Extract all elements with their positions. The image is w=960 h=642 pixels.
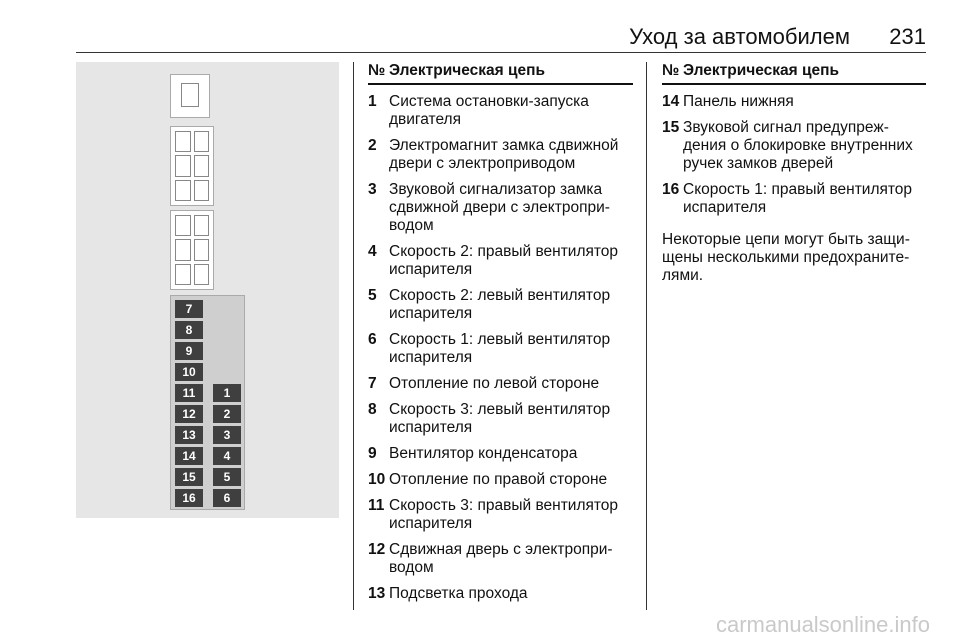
fuse: 4 xyxy=(213,447,241,465)
table-row: 15 Звуковой сигнал предупреждения о блокировке внутренних ручек замков дверей xyxy=(662,119,913,172)
fuse: 10 xyxy=(175,363,203,381)
table-header xyxy=(368,62,633,85)
table-row: 9 Вентилятор конденсатора xyxy=(368,445,578,462)
table-row: 2 Электромагнит замка сдвижной двери с электроприводом xyxy=(368,137,619,172)
table-row: 11 Скорость 3: правый вентилятор испарителя xyxy=(368,497,619,532)
fuse: 15 xyxy=(175,468,203,486)
table-row: 3 Звуковой сигнализатор замка сдвижной двери с электроприводом xyxy=(368,181,610,234)
fuse: 14 xyxy=(175,447,203,465)
column-circuit-header: Электрическая цепь xyxy=(389,62,546,79)
table-row: 10 Отопление по правой стороне xyxy=(368,471,608,488)
fuse: 9 xyxy=(175,342,203,360)
fuse-block-upper xyxy=(170,126,214,206)
fuse: 16 xyxy=(175,489,203,507)
table-row: 16 Скорость 1: правый вентилятор испарителя xyxy=(662,181,913,216)
page-header xyxy=(76,0,926,53)
column-number-header: № xyxy=(368,62,386,79)
fuse: 12 xyxy=(175,405,203,423)
page-number: 231 xyxy=(889,24,926,49)
fuse: 2 xyxy=(213,405,241,423)
fuse: 11 xyxy=(175,384,203,402)
table-row: 12 Сдвижная дверь с электроприводом xyxy=(368,541,613,576)
page-title: Уход за автомобилем xyxy=(629,24,850,49)
table-row: 5 Скорость 2: левый вентилятор испарителя xyxy=(368,287,611,322)
table-row: 1 Система остановки-запуска двигателя xyxy=(368,93,589,128)
table-header xyxy=(662,62,926,85)
fuse-table-right xyxy=(662,62,926,285)
fuse: 5 xyxy=(213,468,241,486)
column-number-header: № xyxy=(662,62,680,79)
column-divider xyxy=(353,62,354,610)
fuse: 13 xyxy=(175,426,203,444)
watermark: carmanualsonline.info xyxy=(715,612,930,637)
table-row: 13 Подсветка прохода xyxy=(368,585,528,602)
fuse: 7 xyxy=(175,300,203,318)
relay-block xyxy=(170,74,210,118)
table-row: 14 Панель нижняя xyxy=(662,93,794,110)
fuse: 1 xyxy=(213,384,241,402)
fuse-block-middle xyxy=(170,210,214,290)
table-row: 4 Скорость 2: правый вентилятор испарителя xyxy=(368,243,619,278)
note-paragraph: Некоторые цепи могут быть защищены несколькими предохранителями. xyxy=(662,231,910,284)
fuse-panel xyxy=(170,295,245,510)
fuse-box-diagram xyxy=(76,62,339,518)
column-circuit-header: Электрическая цепь xyxy=(683,62,840,79)
table-row: 6 Скорость 1: левый вентилятор испарителя xyxy=(368,331,611,366)
fuse-table-left xyxy=(368,62,633,611)
table-row: 8 Скорость 3: левый вентилятор испарителя xyxy=(368,401,611,436)
column-divider xyxy=(646,62,647,610)
fuse: 3 xyxy=(213,426,241,444)
fuse: 6 xyxy=(213,489,241,507)
table-row: 7 Отопление по левой стороне xyxy=(368,375,600,392)
fuse: 8 xyxy=(175,321,203,339)
